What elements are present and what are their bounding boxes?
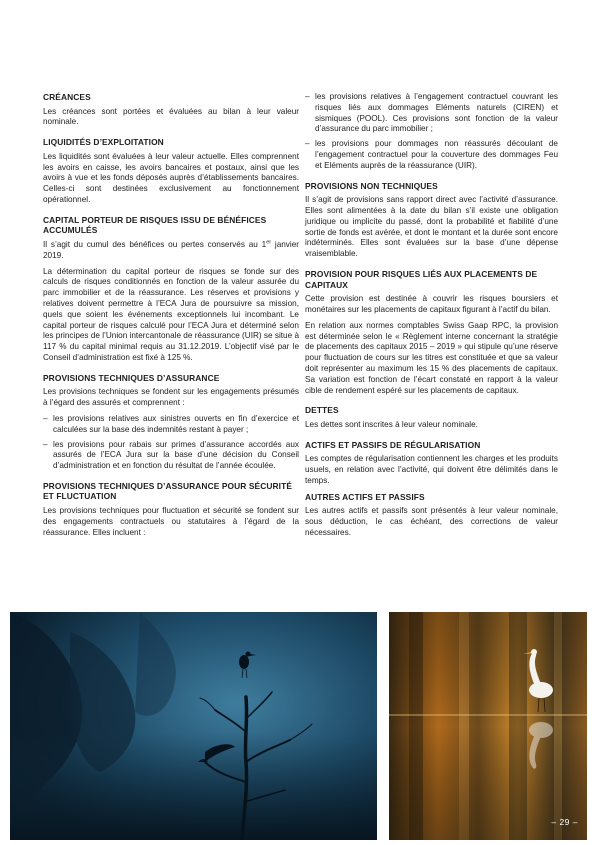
paragraph: Cette provision est destinée à couvrir les risques boursiers et monétaires sur les placements de capitaux figurant à l’actif du bilan.: [305, 294, 558, 314]
section-provision-placements: [305, 269, 558, 396]
heading-provision-placements: PROVISION POUR RISQUES LIÉS AUX PLACEMENTS DE CAPITAUX: [305, 268, 538, 290]
list-item: – les provisions pour dommages non réassurés découlant de l’engagement contractuel pour la couverture des dommages Feu et Eléments auprès de la réassurance (UIR).: [305, 139, 558, 171]
heading-creances: CRÉANCES: [43, 92, 91, 102]
left-column: [43, 92, 299, 547]
paragraph: Il s’agit de provisions sans rapport direct avec l’activité d’assurance. Elles sont alimentées à la date du bilan s’il existe une obligation juridique ou implicite du passé, dont la probabilité et fiabilité d’une sortie de fonds est avérée, et dont le montant et la durée sont encore indéterminés. Elles sont évaluées sur la base d’une dépense vraisemblable.: [305, 195, 558, 259]
section-provisions-assurance: [43, 373, 299, 472]
section-liquidites: [43, 137, 299, 206]
paragraph: Les provisions techniques pour fluctuation et sécurité se fondent sur des engagements contractuels ou statutaires à l’égard de la réassurance. Elles incluent :: [43, 506, 299, 537]
bullet-list: [43, 414, 299, 472]
paragraph: Les comptes de régularisation contiennent les charges et les produits usuels, en relation avec l’activité, qui doivent être délimités dans le temps.: [305, 454, 558, 485]
list-item: – les provisions relatives aux sinistres ouverts en fin d’exercice et calculées sur la base des indemnités restant à payer ;: [43, 414, 299, 436]
superscript: er: [266, 239, 272, 246]
heron-fog-illustration: [10, 612, 377, 840]
section-creances: [43, 92, 299, 128]
paragraph: Les liquidités sont évaluées à leur valeur actuelle. Elles comprennent les avoirs en caisse, les avoirs bancaires et postaux, ainsi que les avoirs à vue et les fonds déposés auprès d’établissements bancaires. Celles-ci sont destinées exclusivement au fonctionnement opérationnel.: [43, 151, 299, 204]
list-item: – les provisions pour rabais sur primes d’assurance accordés aux assurés de l’ECA Jura sur la base d’une décision du Conseil d’administration et en fonction du résultat de l’année écoulée.: [43, 440, 299, 472]
right-column: [305, 92, 558, 548]
photo-heron-fog: [10, 612, 377, 840]
section-actifs-passifs: [305, 440, 558, 487]
paragraph: Les autres actifs et passifs sont présentés à leur valeur nominale, sous déduction, le cas échéant, des corrections de valeur nécessaires.: [305, 506, 558, 537]
heading-provisions-assurance: PROVISIONS TECHNIQUES D’ASSURANCE: [43, 372, 220, 383]
paragraph: La détermination du capital porteur de risques se fonde sur des calculs de risques conditionnés en fonction de la valeur assurée du parc immobilier et de la réassurance. Les réserves et provisions y relatives doivent permettre à l’ECA Jura de poursuivre sa mission, quels que soient les événements exceptionnels lui incombant. Le capital porteur de risques calculé pour l’ECA Jura et déterminé selon les principes de l’Union intercantonale de réassurance (UIR) se situe à 117 % du capital minimal requis au 31.12.2019. L’objectif visé par le Conseil d’administration est fixé à 125 %.: [43, 266, 299, 362]
heading-actifs-passifs: ACTIFS ET PASSIFS DE RÉGULARISATION: [305, 439, 481, 450]
paragraph: [43, 240, 299, 262]
text-span: Il s’agit du cumul des bénéfices ou pertes conservés au 1: [43, 239, 267, 249]
text-span: janvier 2019.: [43, 239, 299, 260]
paragraph: Les créances sont portées et évaluées au bilan à leur valeur nominale.: [43, 106, 299, 127]
paragraph: Les dettes sont inscrites à leur valeur nominale.: [305, 419, 478, 429]
heading-liquidites: LIQUIDITÉS D’EXPLOITATION: [43, 137, 164, 148]
heading-autres: AUTRES ACTIFS ET PASSIFS: [305, 491, 425, 502]
bullet-list-continued: [305, 92, 558, 172]
heading-provisions-securite: PROVISIONS TECHNIQUES D’ASSURANCE POUR SÉCURITÉ ET FLUCTUATION: [43, 480, 293, 502]
list-item: – les provisions relatives à l’engagement contractuel couvrant les risques liés aux dommages Eléments naturels (CIREN) et sismiques (POOL). Ces provisions sont fonction de la valeur d’assurance du parc immobilier ;: [305, 92, 558, 135]
heading-dettes: DETTES: [305, 405, 339, 416]
section-autres: [305, 492, 558, 539]
heading-provisions-non-techniques: PROVISIONS NON TECHNIQUES: [305, 180, 438, 191]
section-dettes: [305, 405, 558, 430]
section-provisions-securite: [43, 481, 299, 539]
heading-capital: CAPITAL PORTEUR DE RISQUES ISSU DE BÉNÉFICES ACCUMULÉS: [43, 214, 267, 236]
section-provisions-non-techniques: [305, 181, 558, 260]
photo-egret-water: [389, 612, 587, 840]
paragraph: Les provisions techniques se fondent sur les engagements présumés à l’égard des assurés et comprennent :: [43, 387, 299, 408]
egret-water-illustration: [389, 612, 587, 840]
section-capital: [43, 215, 299, 364]
paragraph: En relation aux normes comptables Swiss Gaap RPC, la provision est déterminée selon le « Règlement interne concernant la stratégie de placements des capitaux 2015 – 2019 » qui stipule qu’une réserve pour fluctuation de cours sur les titres est constituée et que sa valeur doit représenter au maximum les 15 % des placements de capitaux. Sa variation est fonction de l’écart constaté en rapport à la valeur cible de rendement espéré sur les placements de capitaux.: [305, 320, 558, 395]
page-number: – 29 –: [551, 817, 578, 827]
